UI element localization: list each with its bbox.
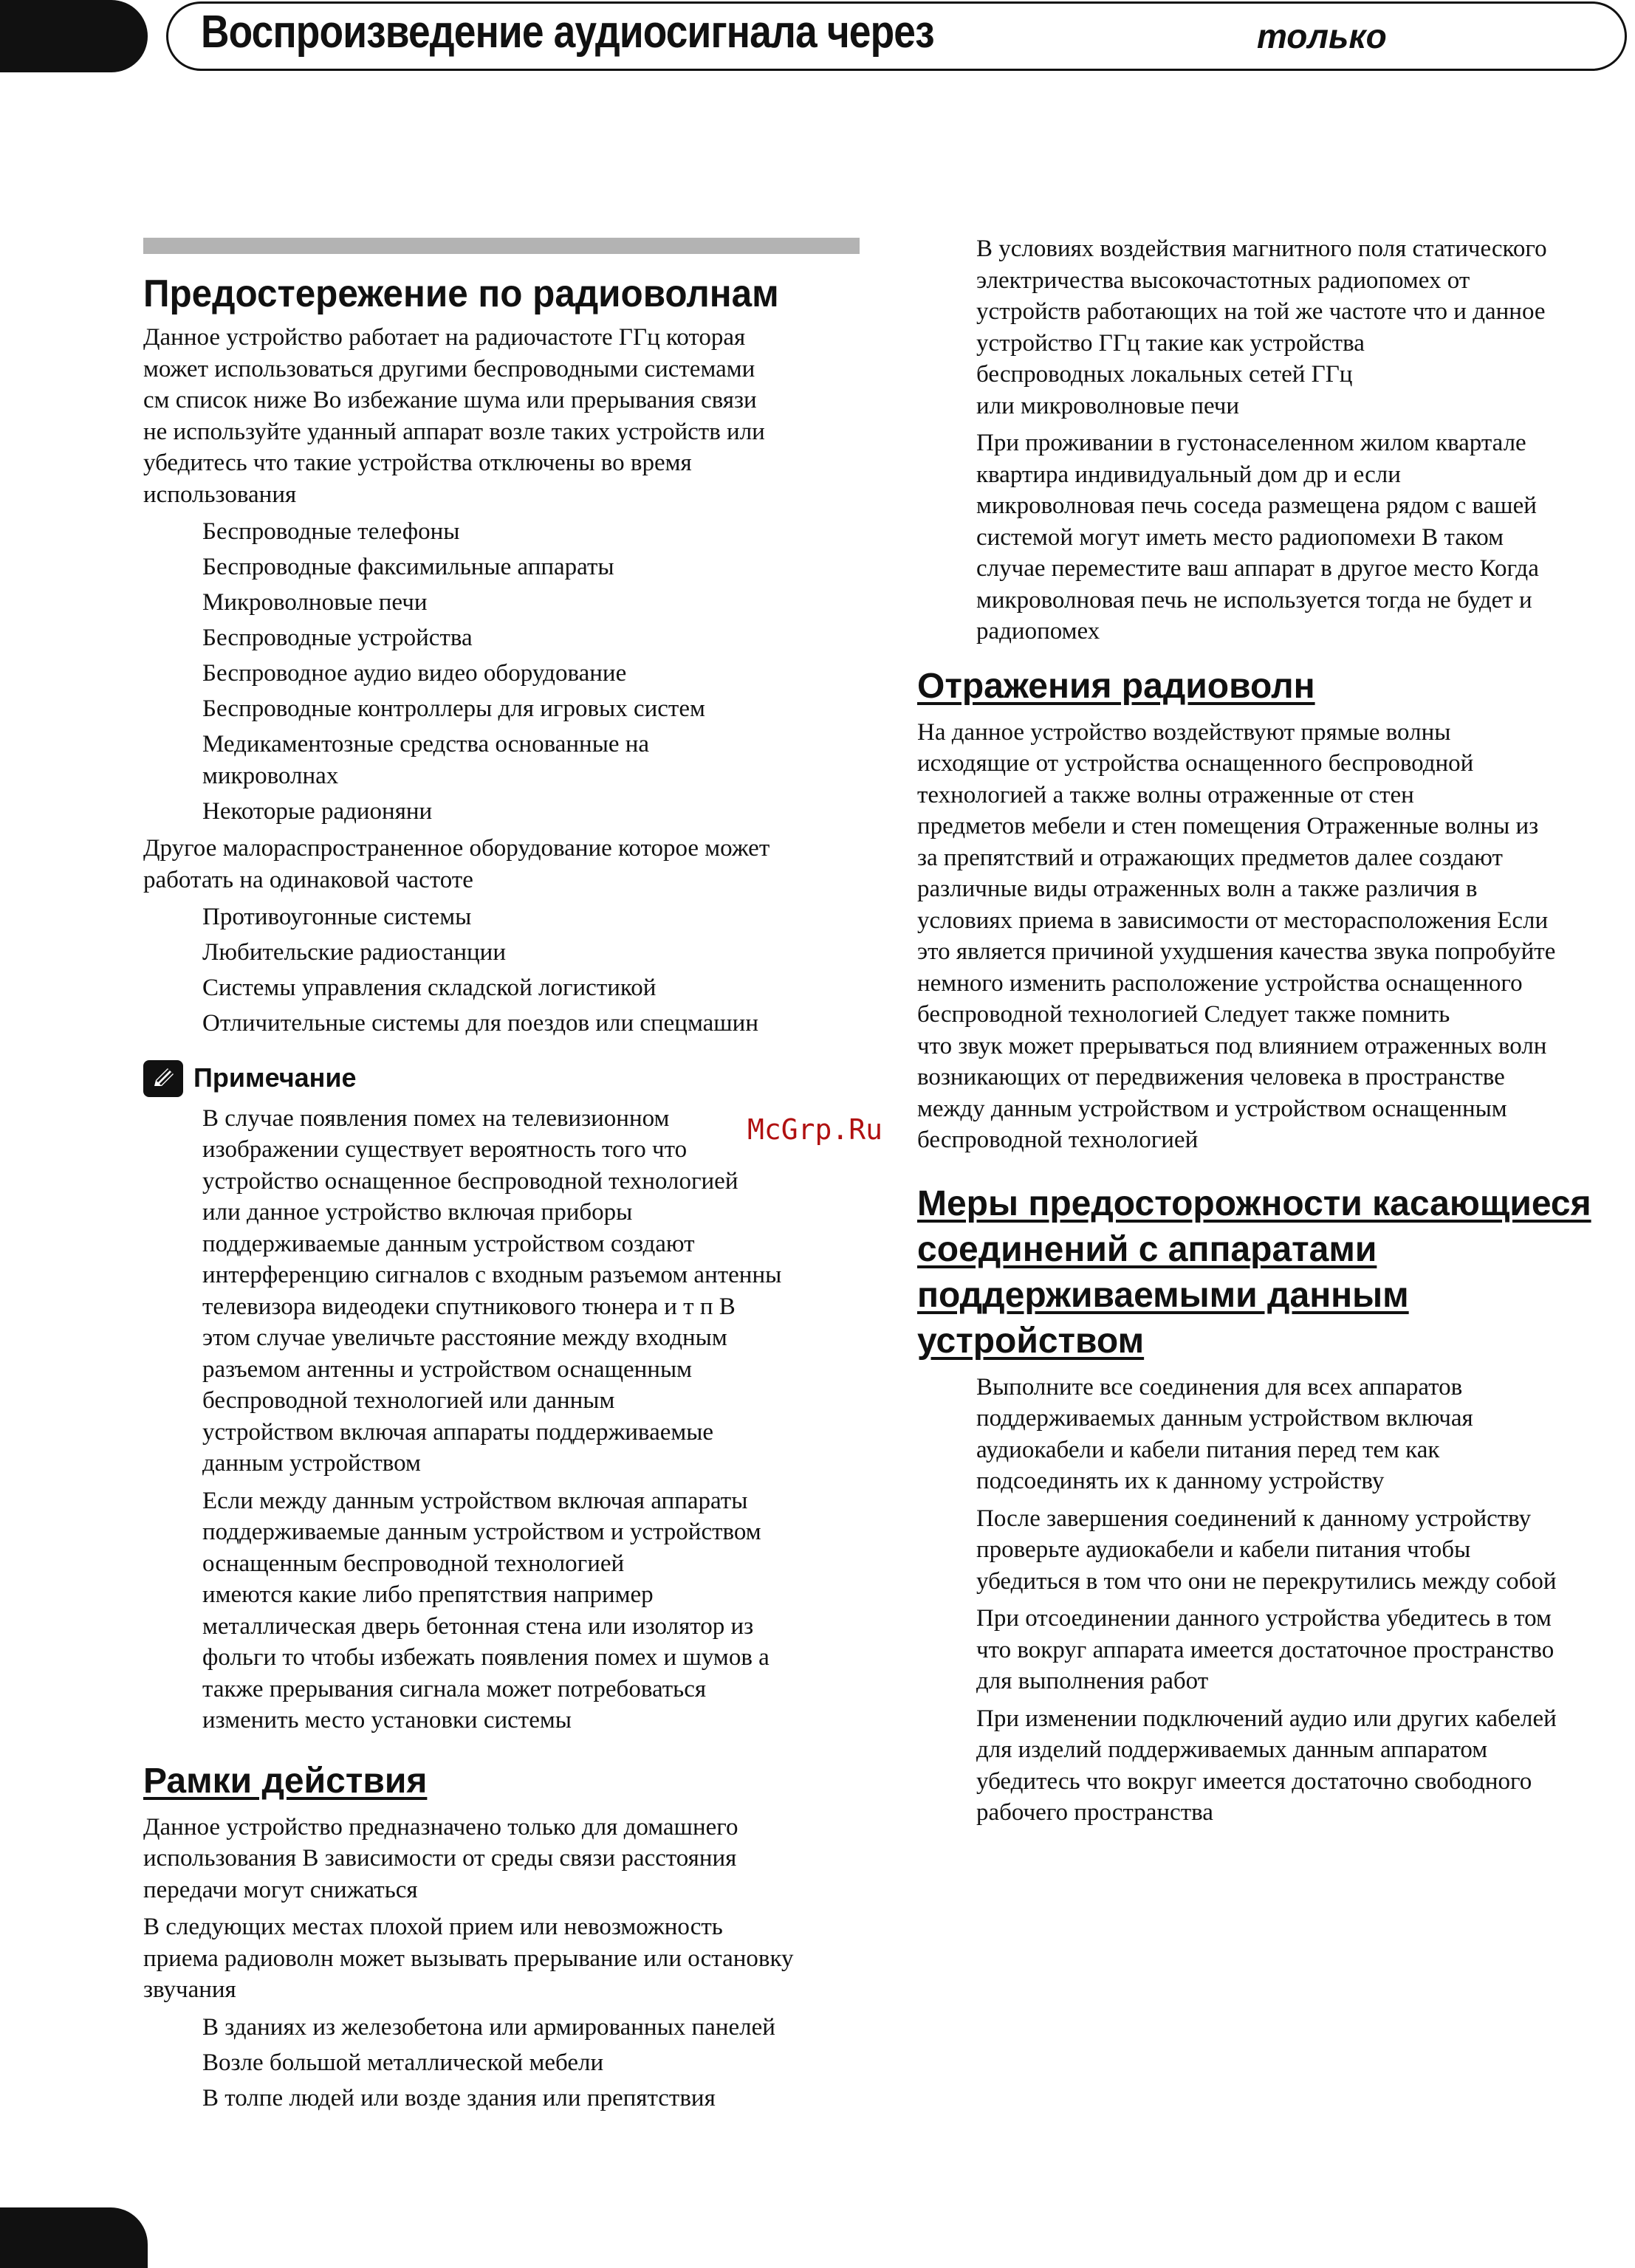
paragraph-neighborhood: При проживании в густонаселенном жилом квартале квартира индивидуальный дом др и если микроволновая печь соседа размещена рядом с вашей системой могут иметь место радиопомехи В таком случае переместите ваш аппарат в другое место Когда микроволновая печь не используется тогда не будет и радиопомех — [976, 430, 1539, 645]
paragraph-other-equipment: Другое малораспространенное оборудование которое может работать на одинаковой частоте — [143, 835, 770, 893]
section-heading-radio-warning: Предостережение по радиоволнам — [143, 272, 779, 315]
list-item: Беспроводные телефоны — [202, 518, 460, 545]
list-item: Возле большой металлической мебели — [202, 2049, 604, 2076]
list-item: Некоторые радионяни — [202, 797, 433, 825]
list-item: Отличительные системы для поездов или спецмашин — [202, 1010, 759, 1037]
section-divider-bar — [143, 238, 860, 254]
page-tab-bottom — [0, 2207, 148, 2268]
device-list — [143, 516, 860, 827]
list-item: В толпе людей или возде здания или препятствия — [202, 2084, 716, 2111]
list-item: Беспроводное аудио видео оборудование — [202, 660, 627, 687]
connection-precautions — [917, 1372, 1626, 1829]
list-item: микроволнах — [202, 762, 339, 789]
other-equipment-list — [143, 901, 860, 1040]
section-heading-connections: Меры предосторожности касающиеся соединений с аппаратами поддерживаемыми данным устройством — [917, 1183, 1591, 1361]
page-title-qualifier: только — [1257, 17, 1387, 55]
left-column — [143, 238, 860, 2120]
paragraph-connection: При изменении подключений аудио или других кабелей для изделий поддерживаемых данным аппаратом убедитесь что вокруг имеется достаточно свободного рабочего пространства — [976, 1705, 1557, 1826]
paragraph-connection: После завершения соединений к данному устройству проверьте аудиокабели и кабели питания чтобы убедиться в том что они не перекрутились между собой — [976, 1505, 1557, 1595]
paragraph-connection: Выполните все соединения для всех аппаратов поддерживаемых данным устройством включая аудиокабели и кабели питания перед тем как подсоединять их к данному устройству — [976, 1373, 1473, 1494]
paragraph-reflections: На данное устройство воздействуют прямые волны исходящие от устройства оснащенного беспроводной технологией а также волны отраженные от стен предметов мебели и стен помещения Отраженные волны из за препятствий и отражающих предметов далее создают различные виды отраженных волн а также различия в условиях приема в зависимости от месторасположения Если это является причиной ухудшения качества звука попробуйте немного изменить расположение устройства оснащенного беспроводной технологией Следует также помнить что звук может прерываться под влиянием отраженных волн возникающих от передвижения человека в пространстве между данным устройством и устройством оснащенным беспроводной технологией — [917, 718, 1556, 1153]
watermark: McGrp.Ru — [747, 1113, 883, 1146]
section-heading-range: Рамки действия — [143, 1761, 428, 1801]
paragraph-range: Данное устройство предназначено только для домашнего использования В зависимости от среды связи расстояния передачи могут снижаться — [143, 1813, 738, 1903]
section-heading-reflections: Отражения радиоволн — [917, 666, 1315, 706]
note-body — [143, 1103, 860, 1736]
paragraph-bad-reception: В следующих местах плохой прием или невозможность приема радиоволн может вызывать прерывание или остановку звучания — [143, 1914, 794, 2003]
note-pencil-icon — [143, 1060, 183, 1097]
list-item: Микроволновые печи — [202, 589, 428, 616]
list-item: Системы управления складской логистикой — [202, 975, 657, 1001]
page-tab-top — [0, 0, 148, 72]
note-paragraph: В случае появления помех на телевизионном изображении существует вероятность того что устройство оснащенное беспроводной технологией или данное устройство включая приборы поддерживаемые данным устройством создают интерференцию сигналов с входным разъемом антенны телевизора видеодеки спутникового тюнера и т п В этом случае увеличьте расстояние между входным разъемом антенны и устройством оснащенным беспроводной технологией или данным устройством включая аппараты поддерживаемые данным устройством — [202, 1104, 782, 1477]
note-label: Примечание — [193, 1062, 357, 1093]
places-list — [143, 2012, 860, 2114]
paragraph-interference: В условиях воздействия магнитного поля статического электричества высокочастотных радиопомех от устройств работающих на той же частоте что и данное устройство ГГц такие как устройства беспроводных локальных сетей ГГц или микроволновые печи — [976, 236, 1547, 419]
page-title: Воспроизведение аудиосигнала через — [201, 7, 934, 58]
list-item: Беспроводные устройства — [202, 625, 473, 651]
list-item: Медикаментозные средства основанные на — [202, 731, 650, 757]
list-item: Беспроводные факсимильные аппараты — [202, 554, 614, 580]
continued-list — [917, 233, 1626, 647]
right-column — [917, 233, 1626, 1835]
list-item: Противоугонные системы — [202, 904, 472, 930]
paragraph-intro: Данное устройство работает на радиочастоте ГГц которая может использоваться другими беспроводными системами см список ниже Во избежание шума или прерывания связи не используйте уданный аппарат возле таких устройств или убедитесь что такие устройства отключены во время использования — [143, 324, 765, 508]
note-paragraph: Если между данным устройством включая аппараты поддерживаемые данным устройством и устройством оснащенным беспроводной технологией имеются какие либо препятствия например металлическая дверь бетонная стена или изолятор из фольги то чтобы избежать появления помех и шумов а также прерывания сигнала может потребоваться изменить место установки системы — [202, 1487, 769, 1733]
list-item: Беспроводные контроллеры для игровых систем — [202, 695, 705, 722]
list-item: Любительские радиостанции — [202, 939, 506, 966]
list-item: В зданиях из железобетона или армированных панелей — [202, 2013, 775, 2041]
paragraph-connection: При отсоединении данного устройства убедитесь в том что вокруг аппарата имеется достаточное пространство для выполнения работ — [976, 1605, 1555, 1694]
note-header — [143, 1060, 860, 1097]
